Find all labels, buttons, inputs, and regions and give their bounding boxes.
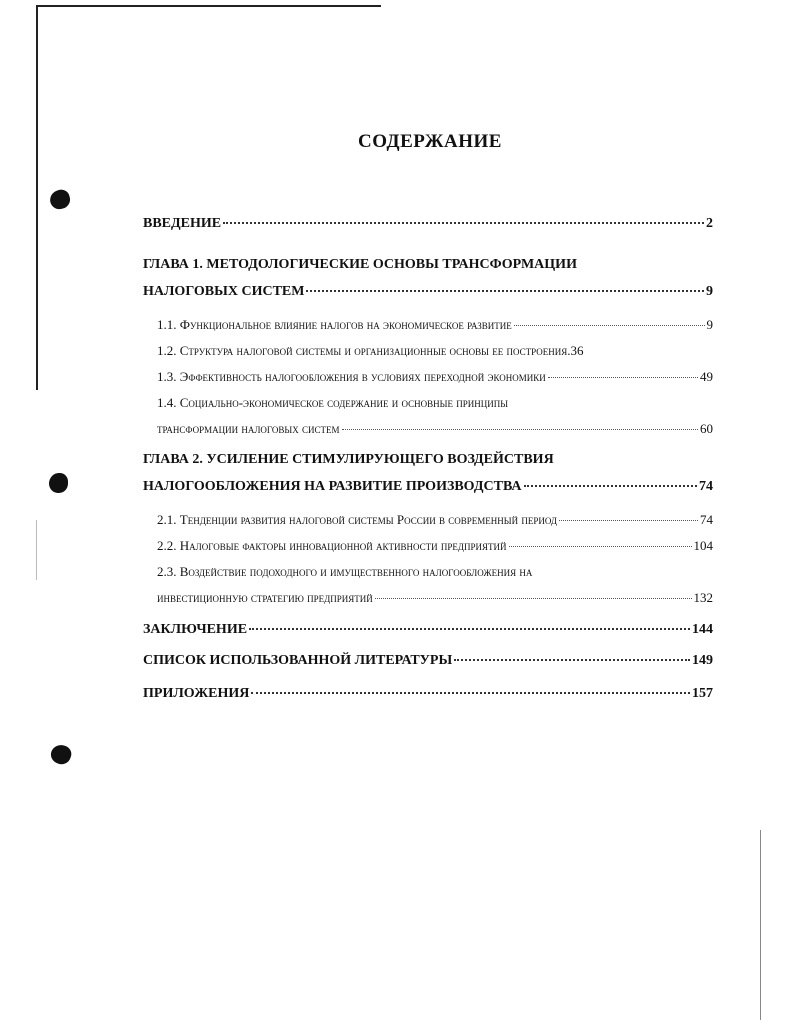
dot-leader <box>375 598 692 599</box>
toc-chapter1-title-line1[interactable]: ГЛАВА 1. МЕТОДОЛОГИЧЕСКИЕ ОСНОВЫ ТРАНСФОРМАЦИИ <box>143 257 577 272</box>
toc-chapter2-title-line1[interactable]: ГЛАВА 2. УСИЛЕНИЕ СТИМУЛИРУЮЩЕГО ВОЗДЕЙСТВИЯ <box>143 452 554 467</box>
dot-leader <box>454 659 690 661</box>
dot-leader <box>524 485 697 487</box>
dot-leader <box>223 222 704 224</box>
toc-entry-1-2[interactable] <box>157 343 713 359</box>
toc-page-number: 2 <box>706 216 713 231</box>
scan-border-right <box>760 830 761 1020</box>
toc-page-number: 157 <box>692 686 713 701</box>
scan-border-left-faint <box>36 520 37 580</box>
toc-entry-label: инвестиционную стратегию предприятий <box>157 590 373 605</box>
scan-border-top <box>36 5 381 7</box>
toc-entry-label: НАЛОГООБЛОЖЕНИЯ НА РАЗВИТИЕ ПРОИЗВОДСТВА <box>143 479 522 494</box>
toc-entry-conclusion[interactable] <box>143 622 713 638</box>
toc-page-number: 74 <box>700 512 713 527</box>
toc-entry-2-3-line1[interactable]: 2.3. Воздействие подоходного и имущественного налогообложения на <box>157 564 533 579</box>
toc-entry-1-4[interactable] <box>157 421 713 437</box>
toc-entry-references[interactable] <box>143 653 713 669</box>
toc-entry-2-3[interactable] <box>157 590 713 606</box>
dot-leader <box>342 429 698 430</box>
toc-entry-chapter2[interactable] <box>143 479 713 495</box>
toc-entry-label: трансформации налоговых систем <box>157 421 340 436</box>
dot-leader <box>559 520 698 521</box>
toc-entry-label: 2.1. Тенденции развития налоговой системы России в современный период <box>157 512 558 527</box>
punch-hole-middle <box>49 473 68 493</box>
dot-leader <box>251 692 690 694</box>
toc-entry-chapter1[interactable] <box>143 284 713 300</box>
toc-entry-1-3[interactable] <box>157 369 713 385</box>
toc-entry-label: ПРИЛОЖЕНИЯ <box>143 686 250 701</box>
toc-entry-label: 1.2. Структура налоговой системы и организационные основы ее построения <box>157 343 568 358</box>
toc-entry-label: 2.2. Налоговые факторы инновационной активности предприятий <box>157 538 507 553</box>
toc-page-number: 144 <box>692 622 713 637</box>
toc-page-number: 60 <box>700 421 713 436</box>
toc-page-number: .36 <box>567 343 584 358</box>
punch-hole-bottom <box>48 742 73 767</box>
toc-entry-2-2[interactable] <box>157 538 713 554</box>
toc-entry-label: НАЛОГОВЫХ СИСТЕМ <box>143 284 305 299</box>
toc-entry-label: СПИСОК ИСПОЛЬЗОВАННОЙ ЛИТЕРАТУРЫ <box>143 653 453 668</box>
dot-leader <box>514 325 705 326</box>
toc-page-number: 104 <box>693 538 713 553</box>
toc-page-number: 49 <box>700 369 713 384</box>
toc-page-number: 9 <box>706 317 713 332</box>
toc-page-number: 149 <box>692 653 713 668</box>
dot-leader <box>509 546 692 547</box>
dot-leader <box>249 628 690 630</box>
toc-entry-label: ВВЕДЕНИЕ <box>143 216 222 231</box>
dot-leader <box>548 377 698 378</box>
punch-hole-top <box>48 188 72 212</box>
scan-border-left <box>36 5 38 390</box>
toc-entry-1-1[interactable] <box>157 317 713 333</box>
toc-entry-label: ЗАКЛЮЧЕНИЕ <box>143 622 248 637</box>
toc-page-number: 132 <box>693 590 713 605</box>
page-title: СОДЕРЖАНИЕ <box>358 131 502 152</box>
dot-leader <box>306 290 704 292</box>
toc-entry-label: 1.1. Функциональное влияние налогов на экономическое развитие <box>157 317 512 332</box>
toc-entry-appendix[interactable] <box>143 686 713 702</box>
toc-page-number: 74 <box>699 479 713 494</box>
toc-entry-label: 1.3. Эффективность налогообложения в условиях переходной экономики <box>157 369 546 384</box>
toc-entry-1-4-line1[interactable]: 1.4. Социально-экономическое содержание и основные принципы <box>157 395 509 410</box>
toc-page-number: 9 <box>706 284 713 299</box>
toc-entry-2-1[interactable] <box>157 512 713 528</box>
toc-entry-intro[interactable] <box>143 216 713 232</box>
